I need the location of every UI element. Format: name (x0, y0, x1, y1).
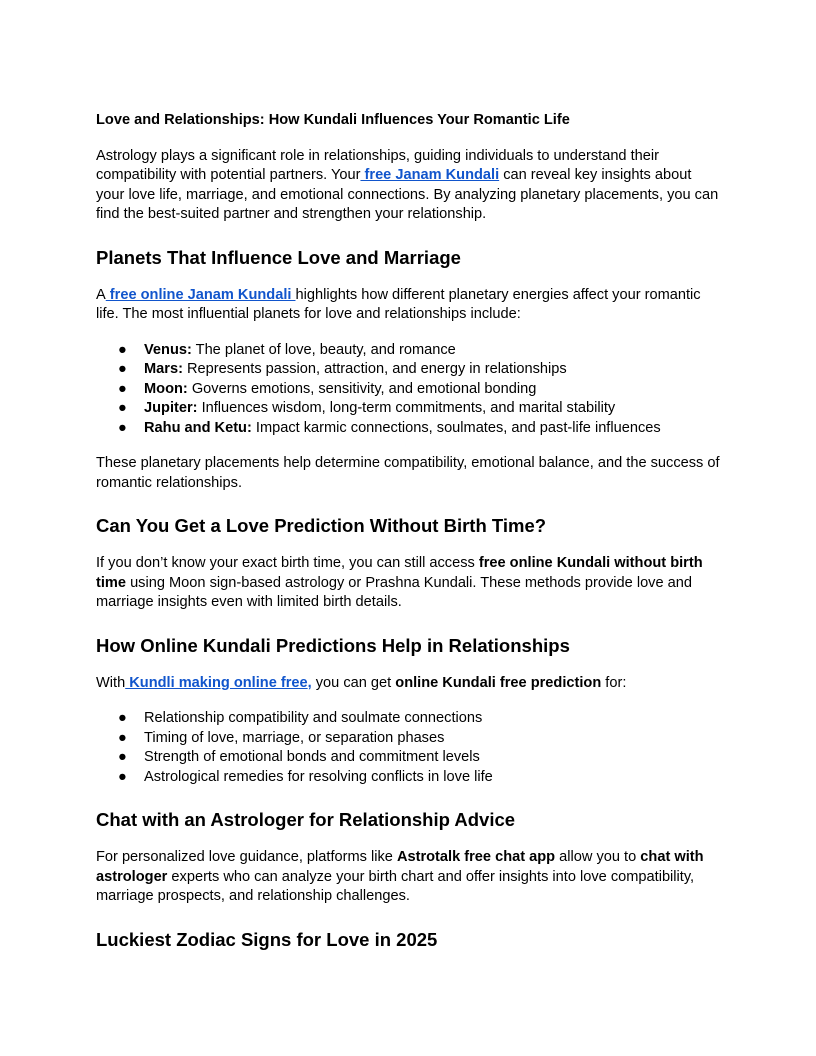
list-item (96, 360, 720, 380)
bullet-icon: ● (118, 419, 127, 436)
chat-text-b: allow you to (555, 849, 641, 865)
birth-time-text-b: using Moon sign-based astrology or Prashna Kundali. These methods provide love and marriage insights even with limited birth details. (96, 574, 693, 610)
bullet-icon: ● (118, 380, 127, 397)
intro-text-a: Astrology plays a significant role in relationships, guiding individuals to understand their compatibility with potential partners. Your (96, 147, 659, 183)
document-page (96, 111, 720, 968)
chat-text-a: For personalized love guidance, platforms like (96, 849, 397, 865)
free-janam-kundali-link[interactable]: free Janam Kundali (360, 167, 500, 183)
birth-time-text-a: If you don’t know your exact birth time, you can still access (96, 555, 479, 571)
list-item (96, 419, 720, 439)
predictions-text-b: you can get (311, 674, 396, 691)
list-item (96, 399, 720, 419)
list-item (96, 729, 720, 749)
bullet-icon: ● (118, 341, 127, 358)
prediction-text: Relationship compatibility and soulmate connections (144, 710, 483, 726)
predictions-bold: online Kundali free prediction (395, 674, 602, 691)
planet-description: Influences wisdom, long-term commitments, and marital stability (197, 400, 616, 416)
planet-description: The planet of love, beauty, and romance (191, 341, 456, 358)
kundli-link-comma[interactable]: , (307, 674, 312, 691)
predictions-list (96, 709, 720, 787)
planet-name: Mars: (144, 361, 183, 377)
kundli-making-online-free-link[interactable] (125, 675, 312, 691)
planets-text-b: highlights how different planetary energies affect your romantic life. The most influential planets for love and relationships include: (96, 286, 701, 322)
bullet-icon: ● (118, 710, 127, 726)
chat-bold-app: Astrotalk free chat app (396, 849, 556, 865)
bullet-icon: ● (118, 749, 127, 765)
prediction-text: Astrological remedies for resolving conflicts in love life (144, 768, 493, 785)
planet-description: Governs emotions, sensitivity, and emotional bonding (187, 380, 537, 397)
intro-text-b: can reveal key insights about your love life, marriage, and emotional connections. By analyzing planetary placements, you can find the best-suited partner and strengthen your relationship. (96, 167, 719, 222)
planet-name: Moon: (144, 380, 188, 397)
bullet-icon: ● (118, 768, 127, 785)
list-item (96, 341, 720, 361)
list-item (96, 748, 720, 768)
predictions-text-a: With (96, 674, 126, 691)
planet-name: Jupiter: (144, 400, 198, 416)
prediction-text: Strength of emotional bonds and commitment levels (144, 749, 480, 765)
birth-time-paragraph (96, 554, 720, 613)
planet-description: Impact karmic connections, soulmates, and past-life influences (251, 419, 661, 436)
intro-paragraph (96, 147, 720, 225)
planet-name: Rahu and Ketu: (144, 419, 252, 436)
chat-heading: Chat with an Astrologer for Relationship Advice (96, 809, 516, 830)
bullet-icon: ● (118, 361, 127, 377)
list-item (96, 380, 720, 400)
predictions-heading: How Online Kundali Predictions Help in Relationships (96, 634, 570, 656)
planets-heading: Planets That Influence Love and Marriage (96, 246, 461, 268)
list-item (96, 709, 720, 729)
zodiac-heading: Luckiest Zodiac Signs for Love in 2025 (96, 928, 438, 950)
planets-list (96, 341, 720, 439)
birth-time-bold: free online Kundali without birth time (96, 555, 703, 591)
bullet-icon: ● (118, 729, 127, 746)
document-title: Love and Relationships: How Kundali Influences Your Romantic Life (96, 112, 570, 128)
planet-description: Represents passion, attraction, and energy in relationships (182, 361, 567, 377)
predictions-paragraph (96, 674, 720, 694)
planet-name: Venus: (144, 341, 192, 358)
bullet-icon: ● (118, 400, 127, 416)
chat-bold-astrologer: chat with astrologer (96, 849, 704, 885)
free-online-janam-kundali-link[interactable]: free online Janam Kundali (105, 286, 296, 303)
prediction-text: Timing of love, marriage, or separation phases (144, 729, 445, 746)
planets-intro-paragraph (96, 286, 720, 325)
chat-text-c: experts who can analyze your birth chart and offer insights into love compatibility, marriage prospects, and relationship challenges. (96, 868, 695, 904)
planets-text-a: A (96, 286, 106, 303)
chat-paragraph (96, 848, 720, 907)
predictions-text-c: for: (601, 674, 627, 691)
birth-time-heading: Can You Get a Love Prediction Without Birth Time? (96, 515, 547, 536)
planets-closing-paragraph: These planetary placements help determine compatibility, emotional balance, and the success of romantic relationships. (96, 455, 720, 491)
kundli-link-text[interactable]: Kundli making online free (125, 674, 308, 691)
list-item (96, 768, 720, 788)
